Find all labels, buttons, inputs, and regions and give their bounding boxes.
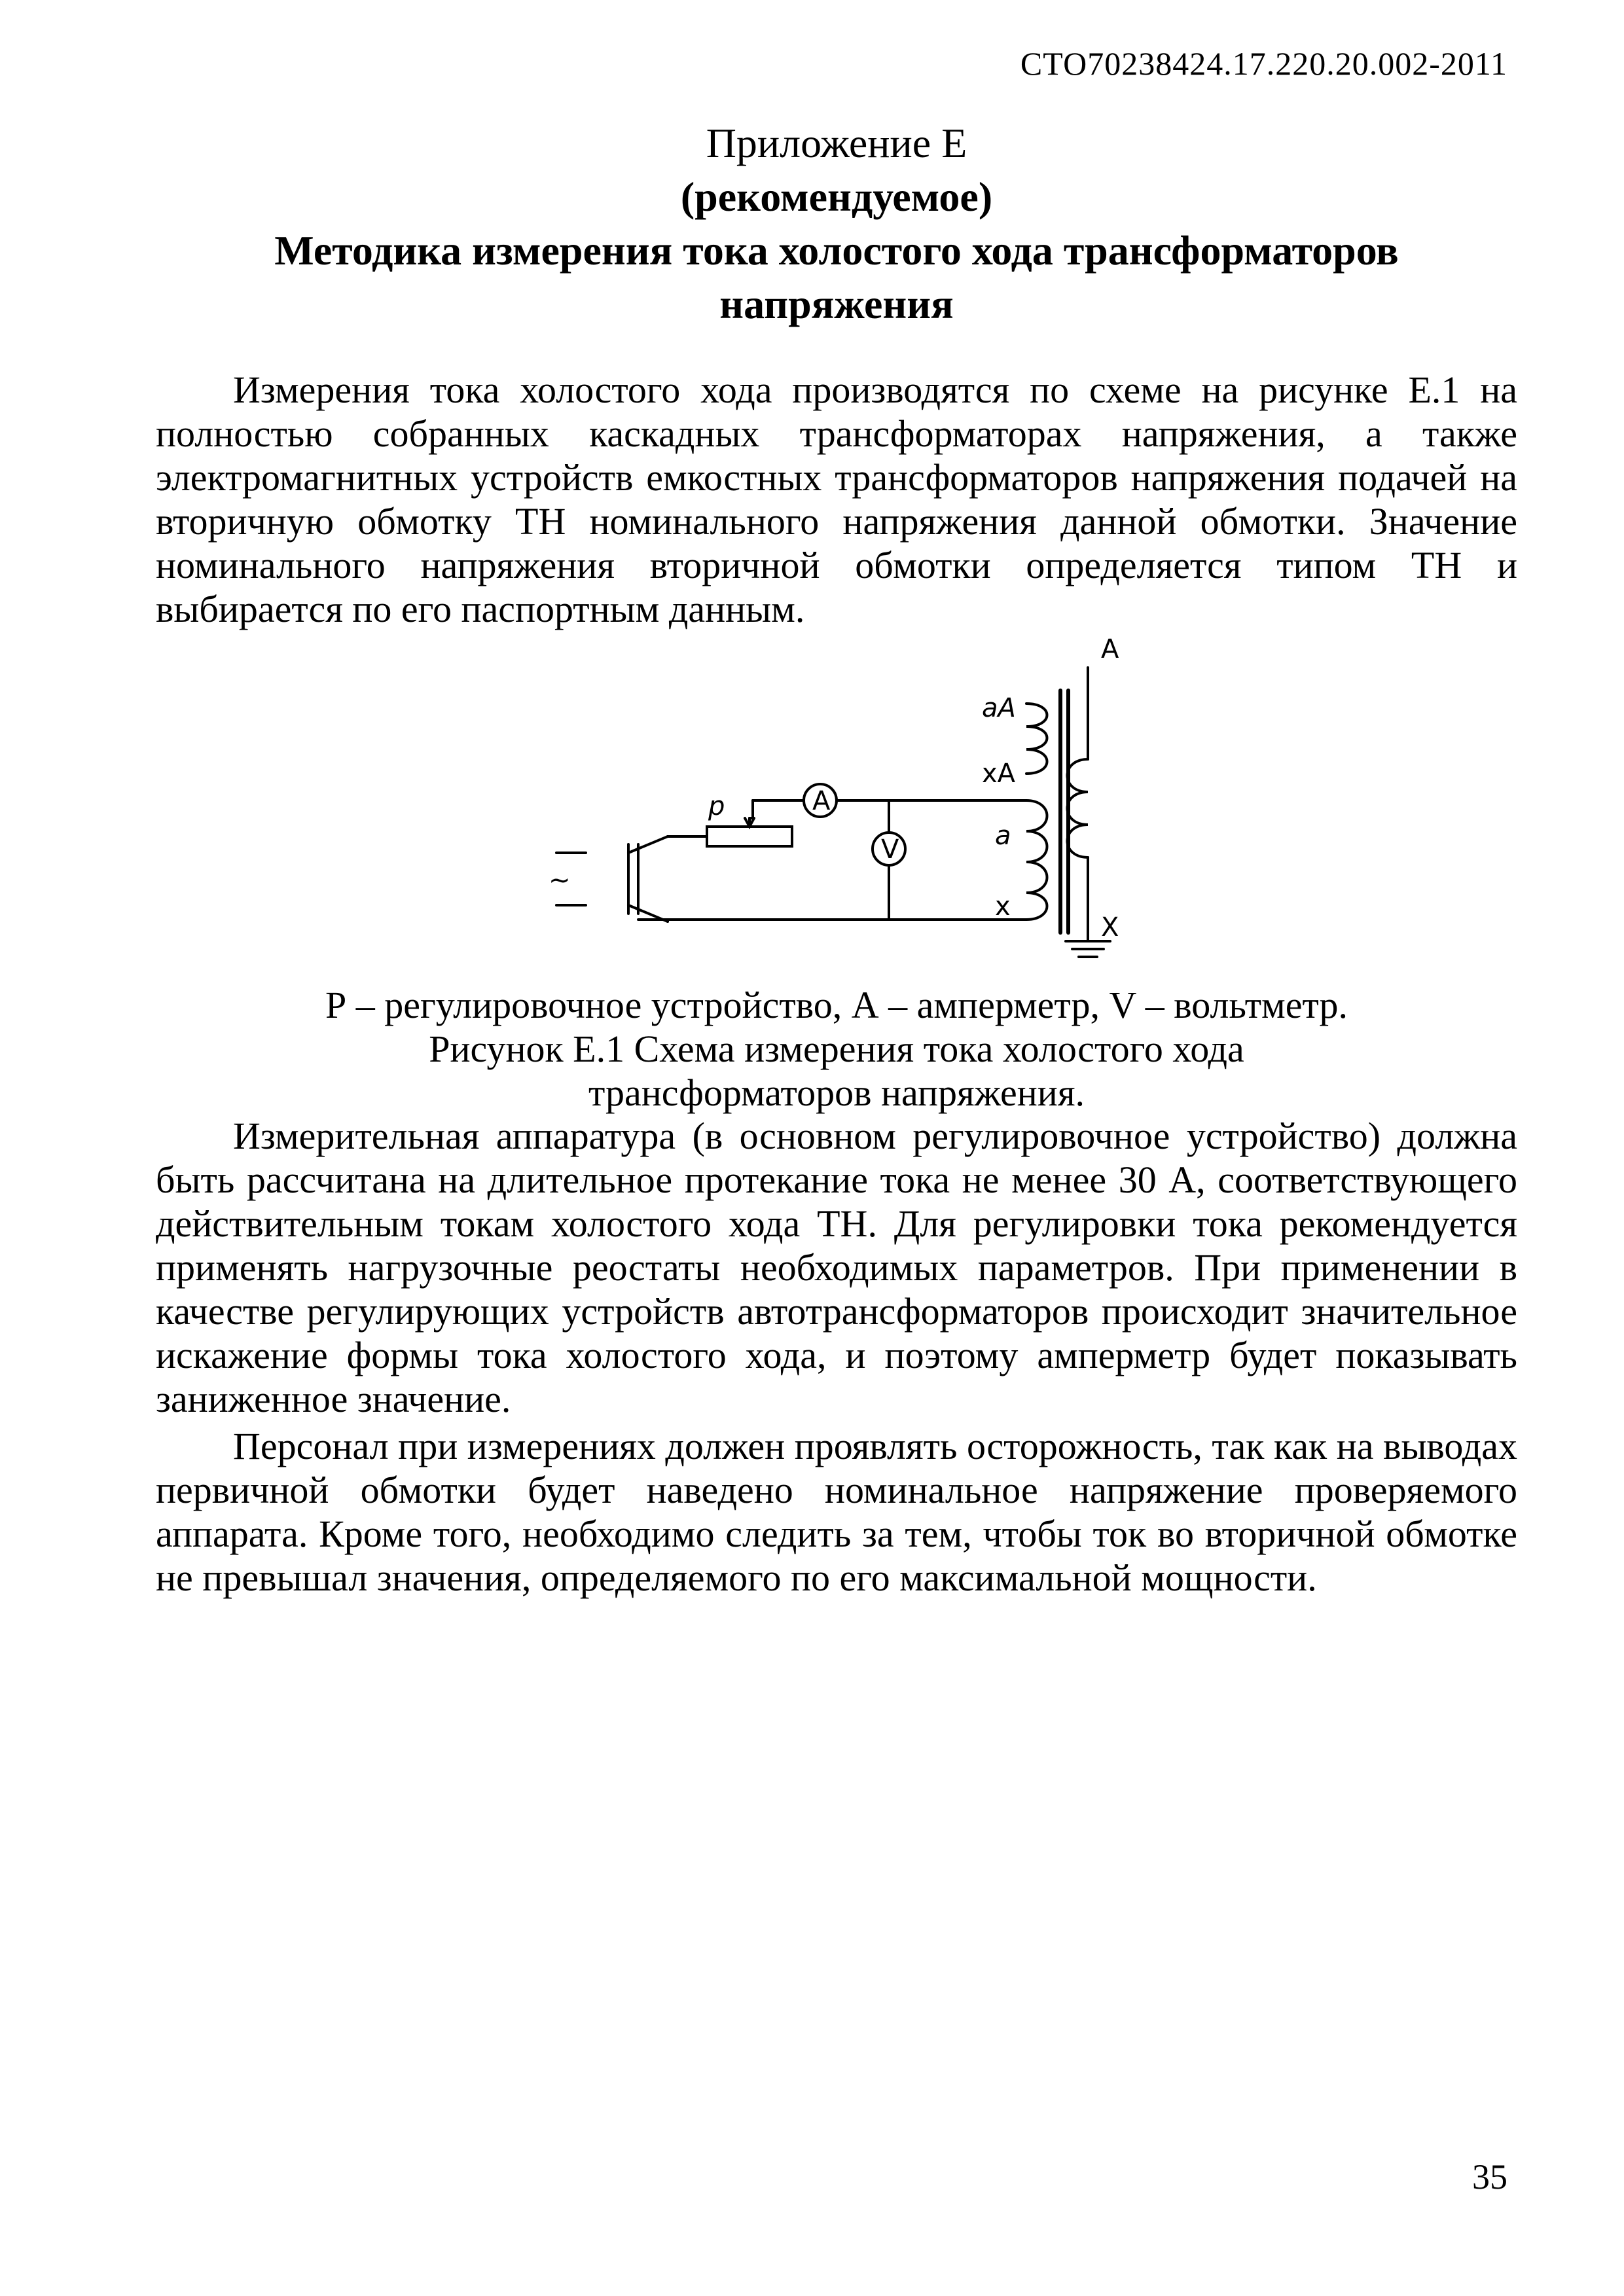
paragraph-2-text: Измерительная аппаратура (в основном регулировочное устройство) должна быть рассчитана на длительное протекание тока не менее 30 А, соответствующего действительным токам холостого хода ТН. Для регулировки тока рекомендуется применять нагрузочные реостаты необходимых параметров. При применении в качестве регулирующих устройств автотрансформаторов происходит значительное искажение формы тока холостого хода, и поэтому амперметр будет показывать заниженное значение. [156, 1115, 1517, 1420]
terminal-aA-label: aA [982, 693, 1016, 723]
primary-winding [1068, 759, 1089, 857]
rheostat [707, 827, 792, 846]
appendix-heading: Методика измерения тока холостого хода трансформаторов [274, 227, 1399, 274]
ammeter-label: A [812, 786, 831, 816]
page-number: 35 [1472, 2157, 1507, 2197]
terminal-A-label: A [1101, 634, 1119, 664]
paragraph-2 [156, 1114, 1517, 1421]
paragraph-3 [156, 1424, 1517, 1600]
additional-winding [1026, 704, 1047, 774]
circuit-diagram [537, 628, 1165, 982]
appendix-heading-cont: напряжения [719, 281, 954, 327]
terminal-xA-label: xA [982, 759, 1016, 789]
figure-legend: Р – регулировочное устройство, А – амперметр, V – вольтметр. [325, 984, 1348, 1026]
document-code: СТО70238424.17.220.20.002-2011 [1020, 45, 1507, 82]
figure-caption: Рисунок Е.1 Схема измерения тока холостого хода трансформаторов напряжения. [429, 1028, 1244, 1114]
secondary-winding [1026, 800, 1047, 920]
switch-blade-top [628, 836, 668, 853]
appendix-title [156, 117, 1517, 331]
paragraph-1-text: Измерения тока холостого хода производятся по схеме на рисунке Е.1 на полностью собранных каскадных трансформаторах напряжения, а также электромагнитных устройств емкостных трансформаторов напряжения подачей на вторичную обмотку ТН номинального напряжения данной обмотки. Значение номинального напряжения вторичной обмотки определяется типом ТН и выбирается по его паспортным данным. [156, 368, 1517, 630]
terminal-x-label: x [995, 891, 1011, 922]
rheostat-label: p [708, 791, 725, 821]
paragraph-3-text: Персонал при измерениях должен проявлять осторожность, так как на выводах первичной обмотки будет наведено номинальное напряжение проверяемого аппарата. Кроме того, необходимо следить за тем, чтобы ток во вторичной обмотке не превышал значения, определяемого по его максимальной мощности. [156, 1425, 1517, 1599]
ac-source-label: ~ [549, 865, 571, 895]
appendix-status: (рекомендуемое) [680, 173, 993, 220]
terminal-X-label: X [1101, 912, 1119, 942]
voltmeter-label: V [881, 834, 899, 865]
paragraph-1 [156, 368, 1517, 631]
appendix-label: Приложение Е [706, 120, 967, 166]
terminal-a-label: a [995, 821, 1011, 851]
